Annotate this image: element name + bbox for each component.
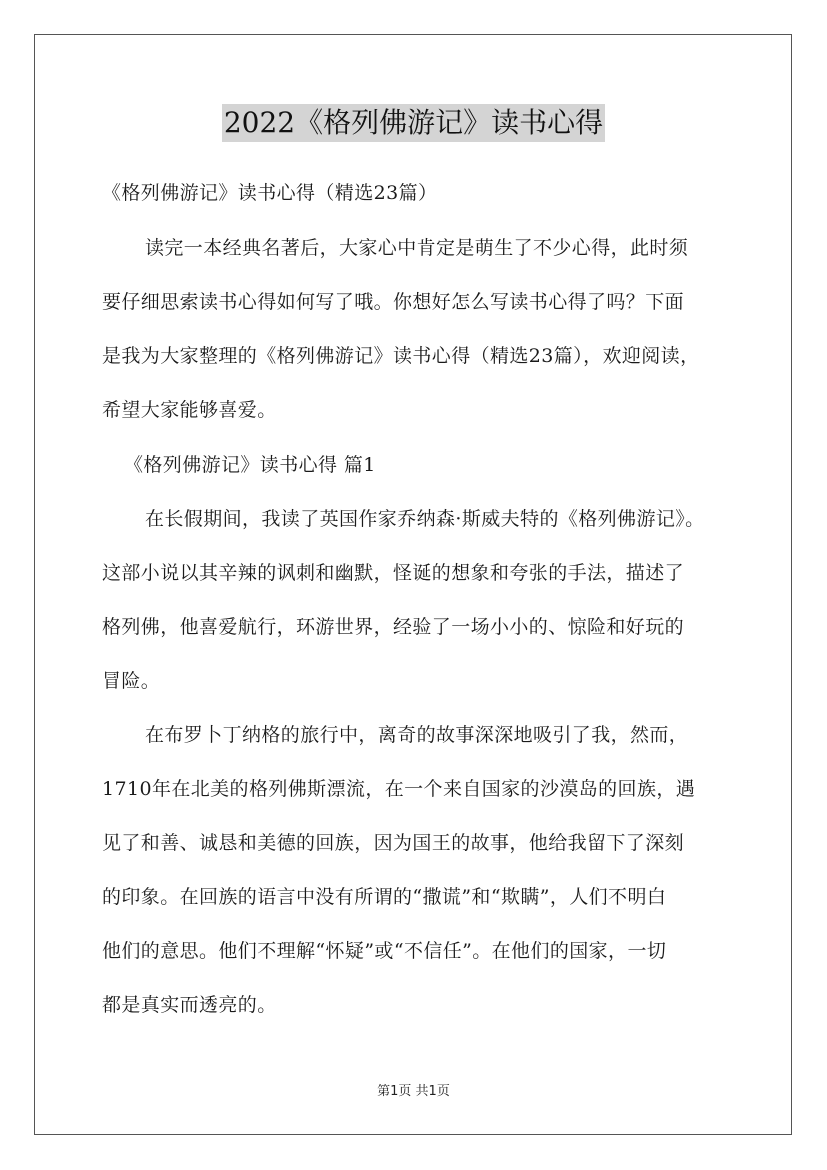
subtitle: 《格列佛游记》读书心得（精选23篇） xyxy=(102,182,438,204)
intro-line: 希望大家能够喜爱。 xyxy=(102,399,277,421)
paragraph-line: 他们的意思。他们不理解“怀疑”或“不信任”。在他们的国家，一切 xyxy=(102,940,667,962)
paragraph-line: 在布罗卜丁纳格的旅行中，离奇的故事深深地吸引了我，然而， xyxy=(145,724,689,746)
paragraph-line: 1710年在北美的格列佛斯漂流，在一个来自国家的沙漠岛的回族，遇 xyxy=(102,778,696,800)
intro-line: 读完一本经典名著后，大家心中肯定是萌生了不少心得，此时须 xyxy=(145,237,689,259)
document-title: 2022《格列佛游记》读书心得 xyxy=(222,104,605,142)
paragraph-line: 都是真实而透亮的。 xyxy=(102,994,277,1016)
paragraph-line: 冒险。 xyxy=(102,670,161,692)
intro-line: 是我为大家整理的《格列佛游记》读书心得（精选23篇），欢迎阅读， xyxy=(102,345,700,367)
document-title-container xyxy=(0,104,827,144)
intro-line: 要仔细思索读书心得如何写了哦。你想好怎么写读书心得了吗？下面 xyxy=(102,291,685,313)
paragraph-line: 在长假期间，我读了英国作家乔纳森·斯威夫特的《格列佛游记》。 xyxy=(145,508,705,530)
paragraph-line: 这部小说以其辛辣的讽刺和幽默，怪诞的想象和夸张的手法，描述了 xyxy=(102,562,685,584)
page-footer: 第1页 共1页 xyxy=(377,1084,450,1099)
paragraph-line: 的印象。在回族的语言中没有所谓的“撒谎”和“欺瞒”，人们不明白 xyxy=(102,886,667,908)
paragraph-line: 格列佛，他喜爱航行，环游世界，经验了一场小小的、惊险和好玩的 xyxy=(102,616,685,638)
paragraph-line: 见了和善、诚恳和美德的回族，因为国王的故事，他给我留下了深刻 xyxy=(102,832,685,854)
section-heading: 《格列佛游记》读书心得 篇1 xyxy=(124,454,376,476)
